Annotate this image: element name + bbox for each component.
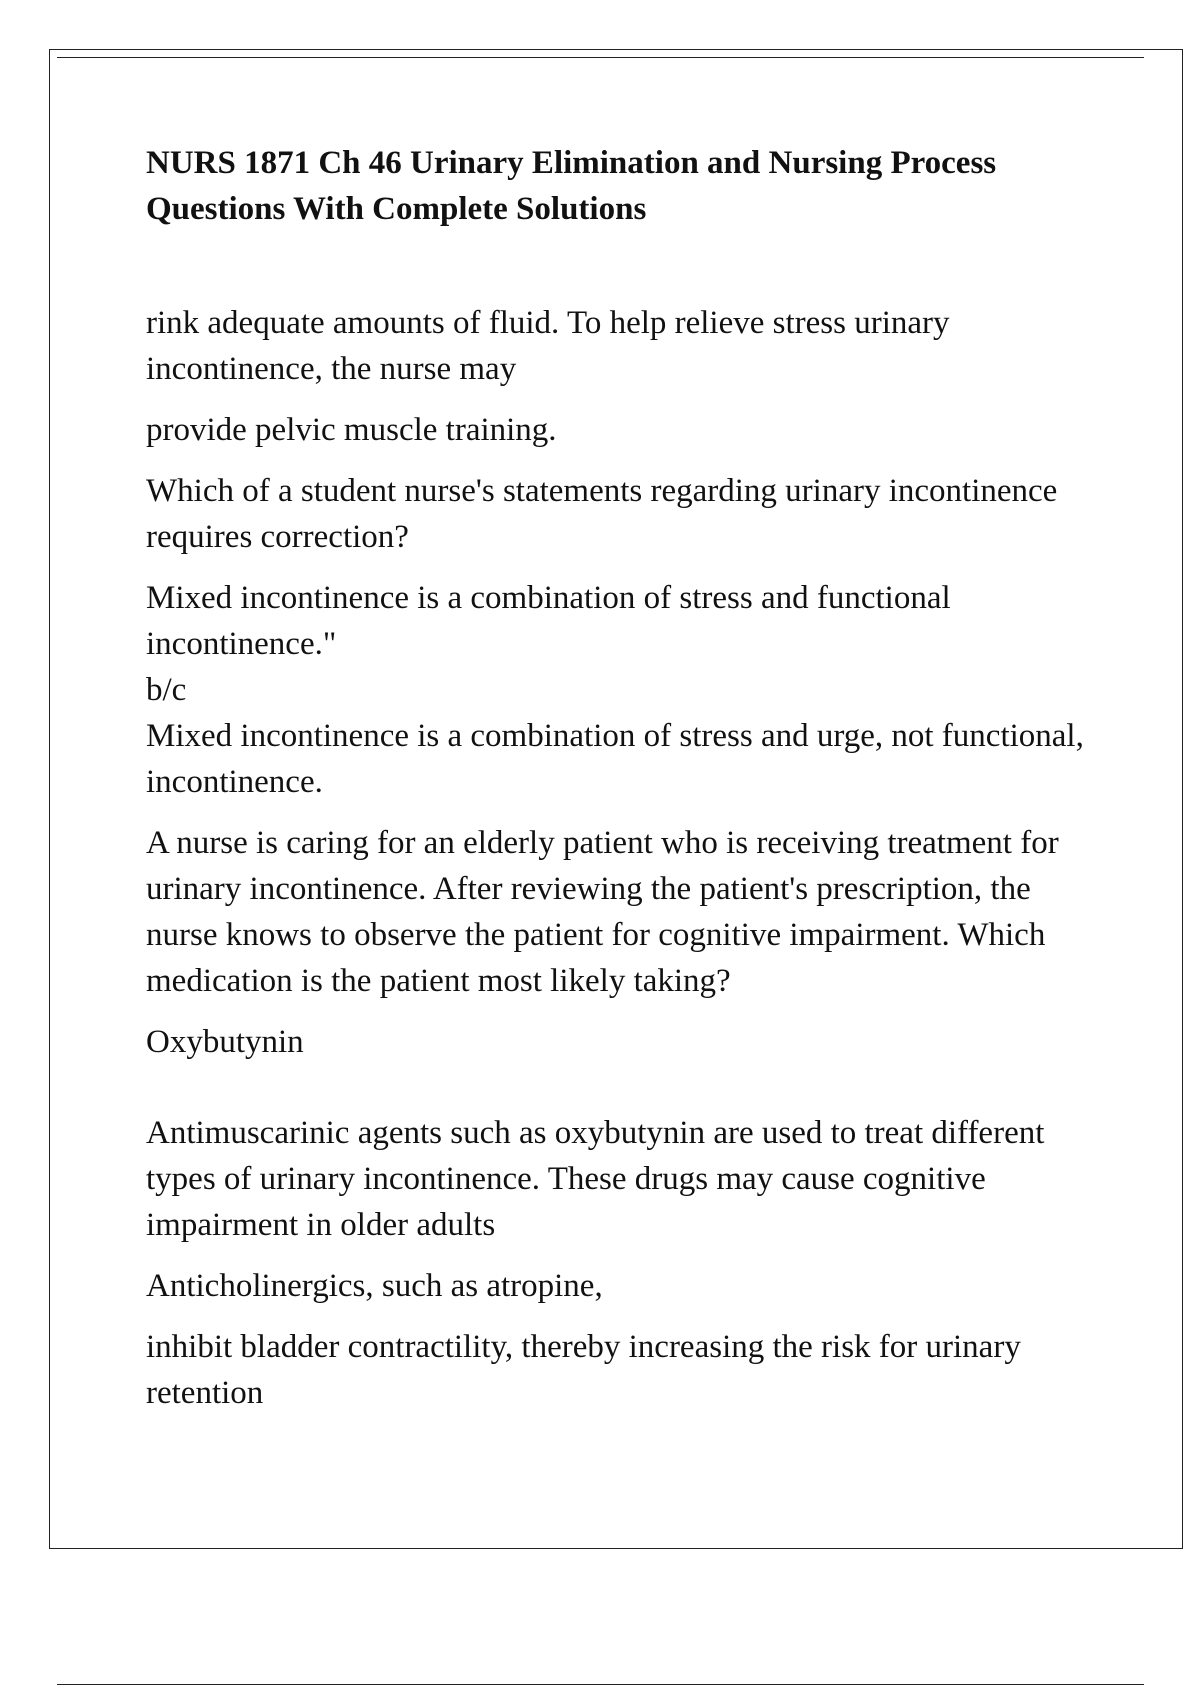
paragraph-11: inhibit bladder contractility, thereby increasing the risk for urinary retention — [146, 1329, 1021, 1411]
paragraph-4: Mixed incontinence is a combination of stress and functional incontinence." — [146, 580, 951, 662]
paragraph-6: Mixed incontinence is a combination of stress and urge, not functional, incontinence. — [146, 718, 1084, 800]
paragraph-3: Which of a student nurse's statements regarding urinary incontinence requires correction? — [146, 473, 1058, 555]
footer-rule — [57, 1684, 1144, 1685]
document-body — [146, 140, 1106, 1431]
paragraph-10: Anticholinergics, such as atropine, — [146, 1268, 603, 1304]
paragraph-2: provide pelvic muscle training. — [146, 412, 557, 448]
paragraph-9: Antimuscarinic agents such as oxybutynin are used to treat different types of urinary incontinence. These drugs may cause cognitive impairment in older adults — [146, 1115, 1045, 1243]
paragraph-8: Oxybutynin — [146, 1024, 304, 1060]
paragraph-1: rink adequate amounts of fluid. To help relieve stress urinary incontinence, the nurse may — [146, 305, 950, 387]
document-title: NURS 1871 Ch 46 Urinary Elimination and Nursing Process Questions With Complete Solutions — [146, 145, 997, 227]
paragraph-5: b/c — [146, 672, 187, 708]
paragraph-7: A nurse is caring for an elderly patient who is receiving treatment for urinary incontinence. After reviewing the patient's prescription, the nurse knows to observe the patient for cognitive impairment. Which medication is the patient most likely taking? — [146, 825, 1059, 999]
